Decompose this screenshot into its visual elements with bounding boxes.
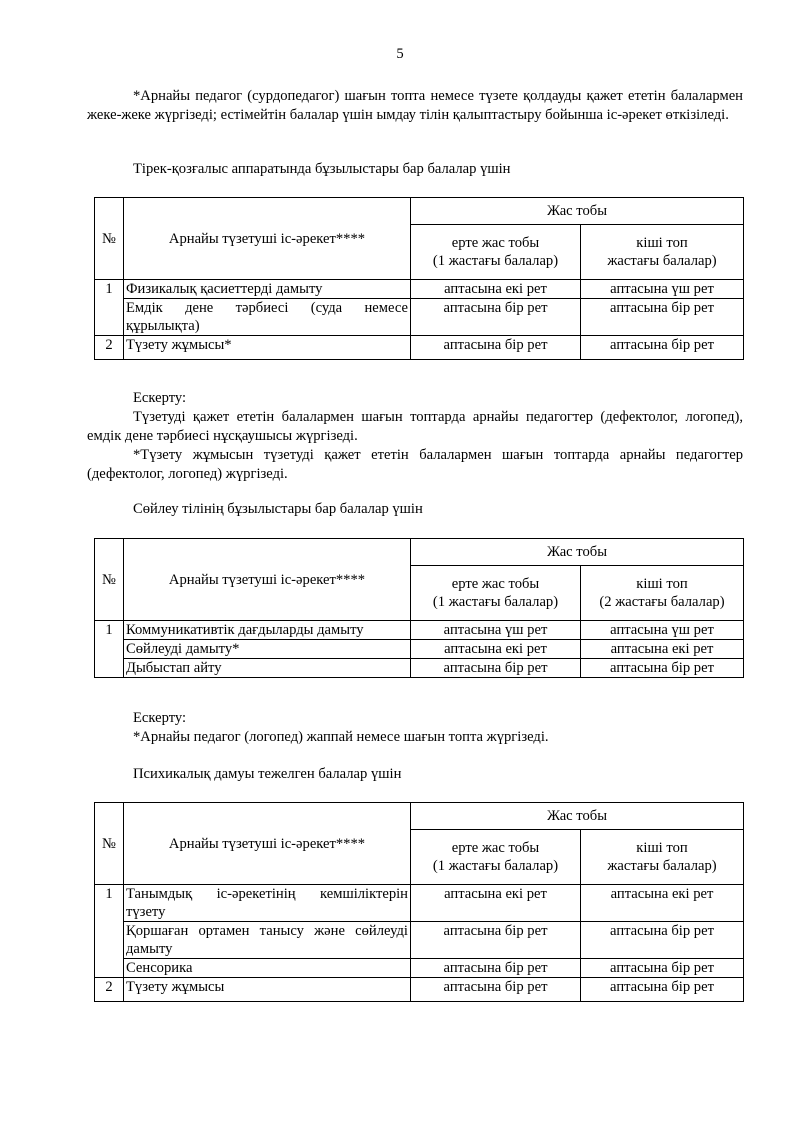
table-row (95, 885, 744, 922)
header-early-line1: ерте жас тобы (451, 840, 540, 856)
intro-paragraph: *Арнайы педагог (сурдопедагог) шағын топта немесе түзете қолдауды қажет ететін балалармен жеке-жеке жүргізеді; естімейтін балалар үшін ымдау тілін қалыптастыру бойынша іс-әрекет өткізіледі. (87, 88, 743, 123)
row-junior: аптасына бір рет (581, 978, 744, 1002)
header-age-group: Жас тобы (411, 198, 744, 225)
row-activity: Қоршаған ортамен танысу және сөйлеуді дамыту (124, 922, 411, 959)
row-early: аптасына бір рет (411, 659, 581, 678)
row-activity: Сенсорика (124, 959, 411, 978)
row-num (95, 959, 124, 978)
header-junior-line1: кіші топ (636, 576, 688, 592)
section2-note-1: *Арнайы педагог (логопед) жаппай немесе шағын топта жүргізеді. (133, 729, 549, 745)
header-early (411, 566, 581, 621)
row-junior: аптасына бір рет (581, 659, 744, 678)
row-early: аптасына бір рет (411, 959, 581, 978)
section2-table (94, 538, 744, 678)
table-row (95, 922, 744, 959)
table-row (95, 959, 744, 978)
row-early: аптасына үш рет (411, 621, 581, 640)
row-early: аптасына бір рет (411, 978, 581, 1002)
row-num: 2 (95, 978, 124, 1002)
row-activity: Дыбыстап айту (124, 659, 411, 678)
header-activity: Арнайы түзетуші іс-әрекет**** (124, 539, 411, 621)
header-num: № (95, 539, 124, 621)
row-junior: аптасына бір рет (581, 922, 744, 959)
table-row (95, 621, 744, 640)
section1-title: Тірек-қозғалыс аппаратында бұзылыстары бар балалар үшін (133, 161, 511, 177)
header-early (411, 225, 581, 280)
row-early: аптасына екі рет (411, 280, 581, 299)
row-num: 1 (95, 621, 124, 640)
header-early-line2: (1 жастағы балалар) (432, 594, 559, 610)
section2-title: Сөйлеу тілінің бұзылыстары бар балалар үшін (133, 501, 423, 517)
row-activity: Емдік дене тәрбиесі (суда немесе құрылықта) (124, 299, 411, 336)
row-num (95, 299, 124, 336)
header-junior-line1: кіші топ (636, 235, 688, 251)
header-early-line1: ерте жас тобы (451, 235, 540, 251)
header-num: № (95, 198, 124, 280)
row-activity: Сөйлеуді дамыту* (124, 640, 411, 659)
row-early: аптасына бір рет (411, 922, 581, 959)
section1-note-1: Түзетуді қажет ететін балалармен шағын топтарда арнайы педагогтер (дефектолог, логопед), емдік дене тәрбиесі нұсқаушысы жүргізеді. (87, 409, 743, 444)
row-num (95, 659, 124, 678)
header-early (411, 830, 581, 885)
table-row (95, 640, 744, 659)
row-junior: аптасына үш рет (581, 621, 744, 640)
header-activity: Арнайы түзетуші іс-әрекет**** (124, 803, 411, 885)
row-early: аптасына бір рет (411, 336, 581, 360)
row-junior: аптасына үш рет (581, 280, 744, 299)
row-activity: Танымдық іс-әрекетінің кемшіліктерін түзету (124, 885, 411, 922)
section1-note-label: Ескерту: (133, 390, 187, 406)
row-early: аптасына екі рет (411, 885, 581, 922)
section2-note-label: Ескерту: (133, 710, 187, 726)
row-activity: Түзету жұмысы (124, 978, 411, 1002)
section3-title: Психикалық дамуы тежелген балалар үшін (133, 766, 402, 782)
row-junior: аптасына екі рет (581, 640, 744, 659)
table-row (95, 336, 744, 360)
header-early-line2: (1 жастағы балалар) (432, 253, 559, 269)
row-junior: аптасына бір рет (581, 299, 744, 336)
header-junior-line2: жастағы балалар) (607, 253, 717, 269)
row-early: аптасына екі рет (411, 640, 581, 659)
row-activity: Физикалық қасиеттерді дамыту (124, 280, 411, 299)
row-junior: аптасына бір рет (581, 336, 744, 360)
section3-table (94, 802, 744, 1002)
row-num: 1 (95, 280, 124, 299)
row-num: 2 (95, 336, 124, 360)
header-junior (581, 225, 744, 280)
section1-note-2: *Түзету жұмысын түзетуді қажет ететін балалармен шағын топтарда арнайы педагогтер (дефектолог, логопед) жүргізеді. (87, 447, 743, 482)
header-early-line1: ерте жас тобы (451, 576, 540, 592)
row-junior: аптасына бір рет (581, 959, 744, 978)
row-activity: Коммуникативтік дағдыларды дамыту (124, 621, 411, 640)
header-age-group: Жас тобы (411, 803, 744, 830)
row-num (95, 640, 124, 659)
row-num (95, 922, 124, 959)
table-row (95, 299, 744, 336)
table-row (95, 280, 744, 299)
row-early: аптасына бір рет (411, 299, 581, 336)
header-num: № (95, 803, 124, 885)
section1-table (94, 197, 744, 360)
row-activity: Түзету жұмысы* (124, 336, 411, 360)
header-early-line2: (1 жастағы балалар) (432, 858, 559, 874)
table-row (95, 978, 744, 1002)
header-junior (581, 566, 744, 621)
header-junior-line2: (2 жастағы балалар) (599, 594, 725, 610)
row-num: 1 (95, 885, 124, 922)
row-junior: аптасына екі рет (581, 885, 744, 922)
header-age-group: Жас тобы (411, 539, 744, 566)
header-junior-line1: кіші топ (636, 840, 688, 856)
header-junior-line2: жастағы балалар) (607, 858, 717, 874)
table-row (95, 659, 744, 678)
page-number: 5 (396, 46, 404, 62)
header-junior (581, 830, 744, 885)
header-activity: Арнайы түзетуші іс-әрекет**** (124, 198, 411, 280)
